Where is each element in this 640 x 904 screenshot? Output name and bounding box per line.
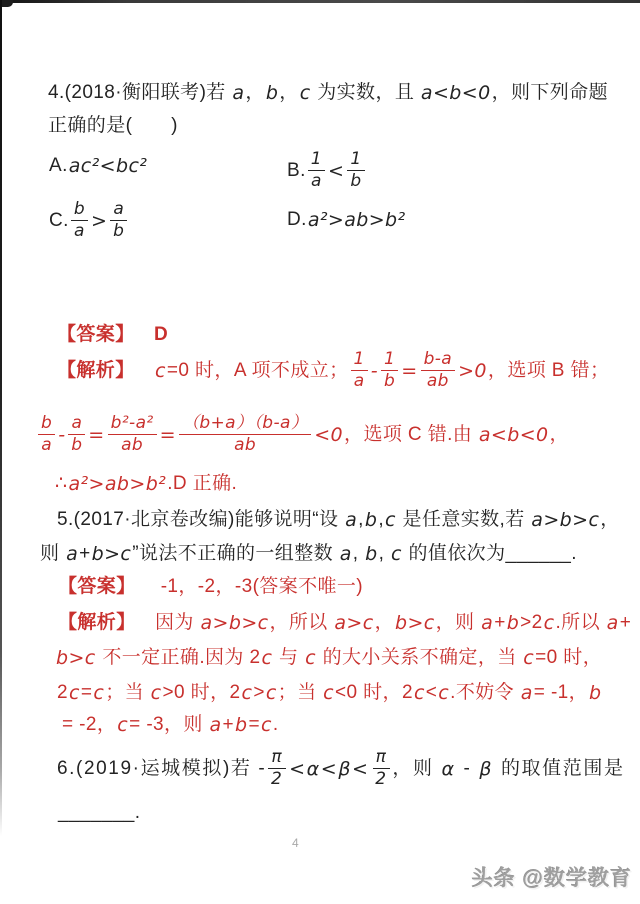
- fraction: [179, 414, 311, 455]
- math-run: c: [261, 714, 272, 736]
- fraction: [347, 150, 364, 191]
- fraction: [68, 414, 85, 455]
- fraction: [421, 350, 456, 391]
- question-5-explanation-line-1: [58, 610, 631, 636]
- math-run: =: [159, 423, 176, 446]
- watermark-text: 头条 @数学教育: [471, 867, 632, 890]
- fraction-denominator: ab: [121, 435, 144, 455]
- question-6-answer-blank: [58, 800, 140, 826]
- fraction: [381, 350, 398, 391]
- question-4-explanation-line-3: [55, 471, 237, 497]
- text-run: 的值依次为______.: [402, 543, 577, 564]
- text-run: 【答案】: [57, 324, 135, 345]
- question-4-option-b: [287, 150, 367, 191]
- text-run: =: [80, 682, 93, 703]
- question-4-explanation-line-2: [36, 414, 569, 455]
- text-run: >: [253, 682, 265, 703]
- math-run: c: [305, 647, 316, 669]
- text-run: 是任意实数,若: [396, 509, 531, 530]
- math-run: <0: [314, 423, 344, 446]
- text-run: 为实数，且: [311, 82, 420, 103]
- text-run: >2: [520, 612, 543, 633]
- math-run: a: [339, 543, 352, 565]
- math-run: b: [506, 612, 520, 634]
- text-run: B.: [287, 159, 306, 181]
- math-run: ac²<bc²: [68, 155, 148, 177]
- question-5-answer-line: [58, 574, 363, 600]
- text-run: 【答案】: [58, 576, 136, 597]
- question-5-explanation-line-4: [62, 712, 279, 738]
- math-run: a<b<0: [420, 82, 491, 104]
- math-run: c: [265, 682, 277, 704]
- math-run: b: [364, 509, 378, 531]
- text-run: 6.(2019·运城模拟)若 -: [57, 757, 267, 779]
- text-run: C.: [49, 209, 69, 231]
- math-run: b: [235, 714, 248, 736]
- math-run: -: [58, 423, 66, 446]
- text-run: .: [272, 714, 279, 735]
- text-run: = -2，: [62, 714, 117, 735]
- math-run: a>b>c: [531, 509, 600, 531]
- math-run: a²>ab>b²: [307, 209, 406, 231]
- text-run: .所以: [555, 612, 606, 633]
- fraction-denominator: a: [41, 435, 53, 455]
- text-run: 【解析】: [57, 359, 135, 381]
- fraction-numerator: 1: [308, 150, 325, 171]
- question-4-option-a: [49, 153, 148, 179]
- math-run: c: [150, 682, 162, 704]
- fraction-denominator: b: [71, 435, 83, 455]
- math-run: a>b>c: [200, 612, 269, 634]
- text-run: 【解析】: [58, 612, 136, 633]
- question-4-answer-line: [57, 322, 168, 348]
- text-run: =0 时，A 项不成立；: [166, 359, 349, 381]
- math-run: c: [93, 682, 105, 704]
- fraction-denominator: b: [384, 371, 396, 391]
- text-run: 正确的是( ): [48, 115, 178, 136]
- text-run: 与: [273, 647, 305, 668]
- fraction-numerator: π: [268, 748, 286, 769]
- text-run: ，则: [392, 757, 441, 779]
- math-run: c: [241, 682, 253, 704]
- math-run: b>c: [91, 543, 132, 565]
- text-run: ,: [378, 509, 384, 530]
- math-run: b>c: [56, 647, 96, 669]
- fraction-denominator: 2: [375, 769, 388, 789]
- text-run: 不一定正确.因为 2: [96, 647, 261, 668]
- math-run: a: [520, 682, 533, 704]
- question-5-explanation-line-2: [55, 645, 602, 671]
- fraction: [110, 200, 127, 241]
- text-run: ，则下列命题: [491, 82, 608, 103]
- math-run: c: [68, 682, 80, 704]
- fraction-denominator: a: [310, 171, 322, 191]
- text-run: ，: [245, 82, 265, 103]
- text-run: ，: [600, 509, 620, 530]
- text-run: -: [456, 757, 479, 779]
- fraction-numerator: 1: [351, 350, 368, 371]
- text-run: +: [619, 612, 632, 633]
- text-run: ∴: [55, 473, 68, 494]
- text-run: 2: [57, 682, 68, 703]
- math-run: <α<β<: [289, 757, 370, 780]
- fraction-denominator: b: [350, 171, 362, 191]
- fraction-numerator: a: [110, 200, 127, 221]
- question-4-line-1: [48, 80, 608, 106]
- text-run: ,: [358, 509, 364, 530]
- text-run: 的取值范围是: [494, 757, 625, 779]
- math-run: a: [481, 612, 494, 634]
- fraction-numerator: π: [373, 748, 391, 769]
- question-5-explanation-line-3: [57, 680, 603, 706]
- text-run: ，选项 B 错；: [487, 359, 610, 381]
- question-5-line-2: [40, 541, 577, 567]
- math-run: c: [155, 359, 166, 382]
- fraction: [308, 150, 325, 191]
- text-run: D: [154, 324, 169, 345]
- text-run: = -1，: [533, 682, 589, 703]
- text-run: =: [248, 714, 261, 735]
- text-run: [135, 322, 154, 348]
- fraction-numerator: （b+a）（b-a）: [179, 414, 311, 435]
- question-5-line-1: [57, 507, 620, 533]
- fraction-denominator: 2: [271, 769, 284, 789]
- fraction-numerator: b²-a²: [108, 414, 157, 435]
- text-run: +: [494, 612, 506, 633]
- text-run: >0 时，2: [162, 682, 241, 703]
- math-run: -: [370, 359, 379, 382]
- fraction: [38, 414, 55, 455]
- fraction-numerator: b-a: [421, 350, 456, 371]
- fraction-denominator: a: [74, 221, 85, 241]
- math-run: c: [385, 509, 396, 531]
- text-run: D.: [287, 209, 307, 230]
- question-4-explanation-line-1: [57, 350, 609, 391]
- text-run: _______.: [58, 802, 141, 823]
- text-run: ，选项 C 错.由: [344, 423, 478, 445]
- fraction-numerator: 1: [347, 150, 364, 171]
- math-run: a>c: [334, 612, 374, 634]
- math-run: c: [299, 82, 311, 104]
- fraction: [351, 350, 368, 391]
- text-run: 4.(2018·衡阳联考)若: [48, 82, 232, 103]
- text-run: ,: [352, 543, 365, 564]
- fraction-numerator: a: [68, 414, 85, 435]
- text-run: .D 正确.: [167, 473, 238, 494]
- fraction: [71, 200, 88, 241]
- text-run: ，: [279, 82, 299, 103]
- math-run: a<b<0: [478, 423, 549, 446]
- question-4-line-2: [48, 113, 178, 139]
- text-run: 则: [40, 543, 66, 564]
- text-run: ,: [378, 543, 390, 564]
- math-run: =: [401, 359, 418, 382]
- text-run: ，所以: [269, 612, 334, 633]
- math-run: b: [589, 682, 602, 704]
- text-run: <0 时，2: [335, 682, 413, 703]
- text-run: ；当: [105, 682, 150, 703]
- fraction-numerator: 1: [381, 350, 398, 371]
- fraction: [268, 748, 286, 789]
- page-number: 4: [292, 836, 299, 850]
- text-run: A.: [49, 155, 68, 176]
- math-run: c: [390, 543, 402, 565]
- scan-top-edge: [0, 0, 640, 3]
- math-run: b: [265, 82, 279, 104]
- math-run: c: [323, 682, 335, 704]
- text-run: +: [222, 714, 235, 735]
- fraction-numerator: b: [71, 200, 88, 221]
- math-run: >0: [458, 359, 487, 382]
- math-run: a: [345, 509, 358, 531]
- text-run: -1，-2，-3(答案不唯一): [135, 576, 364, 597]
- math-run: c: [413, 682, 425, 704]
- text-run: ，: [374, 612, 395, 633]
- math-run: α: [441, 757, 456, 780]
- fraction-denominator: b: [113, 221, 125, 241]
- text-run: = -3，则: [129, 714, 209, 735]
- math-run: a: [66, 543, 79, 565]
- math-run: a: [209, 714, 222, 736]
- math-run: c: [438, 682, 450, 704]
- question-6-line-1: [57, 748, 625, 789]
- question-4-option-c: [49, 200, 129, 241]
- text-run: <: [425, 682, 438, 703]
- math-run: c: [543, 612, 555, 634]
- text-run: =0 时，: [535, 647, 603, 668]
- math-run: a: [606, 612, 619, 634]
- text-run: ，则: [435, 612, 481, 633]
- text-run: ”说法不正确的一组整数: [132, 543, 339, 564]
- question-4-option-d: [287, 207, 407, 233]
- math-run: <: [327, 159, 345, 182]
- fraction: [373, 748, 391, 789]
- math-run: b: [365, 543, 378, 565]
- math-run: c: [261, 647, 273, 669]
- fraction-numerator: b: [38, 414, 55, 435]
- fraction: [108, 414, 157, 455]
- text-run: +: [79, 543, 91, 564]
- math-run: c: [523, 647, 535, 669]
- text-run: ，: [549, 423, 569, 445]
- math-run: a: [232, 82, 245, 104]
- text-run: [135, 358, 154, 384]
- fraction-denominator: ab: [234, 435, 257, 455]
- text-run: 的大小关系不确定，当: [316, 647, 523, 668]
- text-run: .不妨令: [450, 682, 520, 703]
- math-run: a²>ab>b²: [68, 473, 167, 495]
- math-run: b>c: [395, 612, 435, 634]
- math-run: β: [479, 757, 494, 780]
- text-run: 因为: [135, 612, 200, 633]
- math-run: c: [117, 714, 129, 736]
- fraction-denominator: a: [353, 371, 365, 391]
- fraction-denominator: ab: [426, 371, 449, 391]
- math-run: >: [91, 209, 108, 232]
- scan-left-edge: [0, 0, 2, 836]
- math-run: =: [88, 423, 105, 446]
- text-run: 5.(2017·北京卷改编)能够说明“设: [57, 509, 345, 530]
- text-run: ；当: [277, 682, 323, 703]
